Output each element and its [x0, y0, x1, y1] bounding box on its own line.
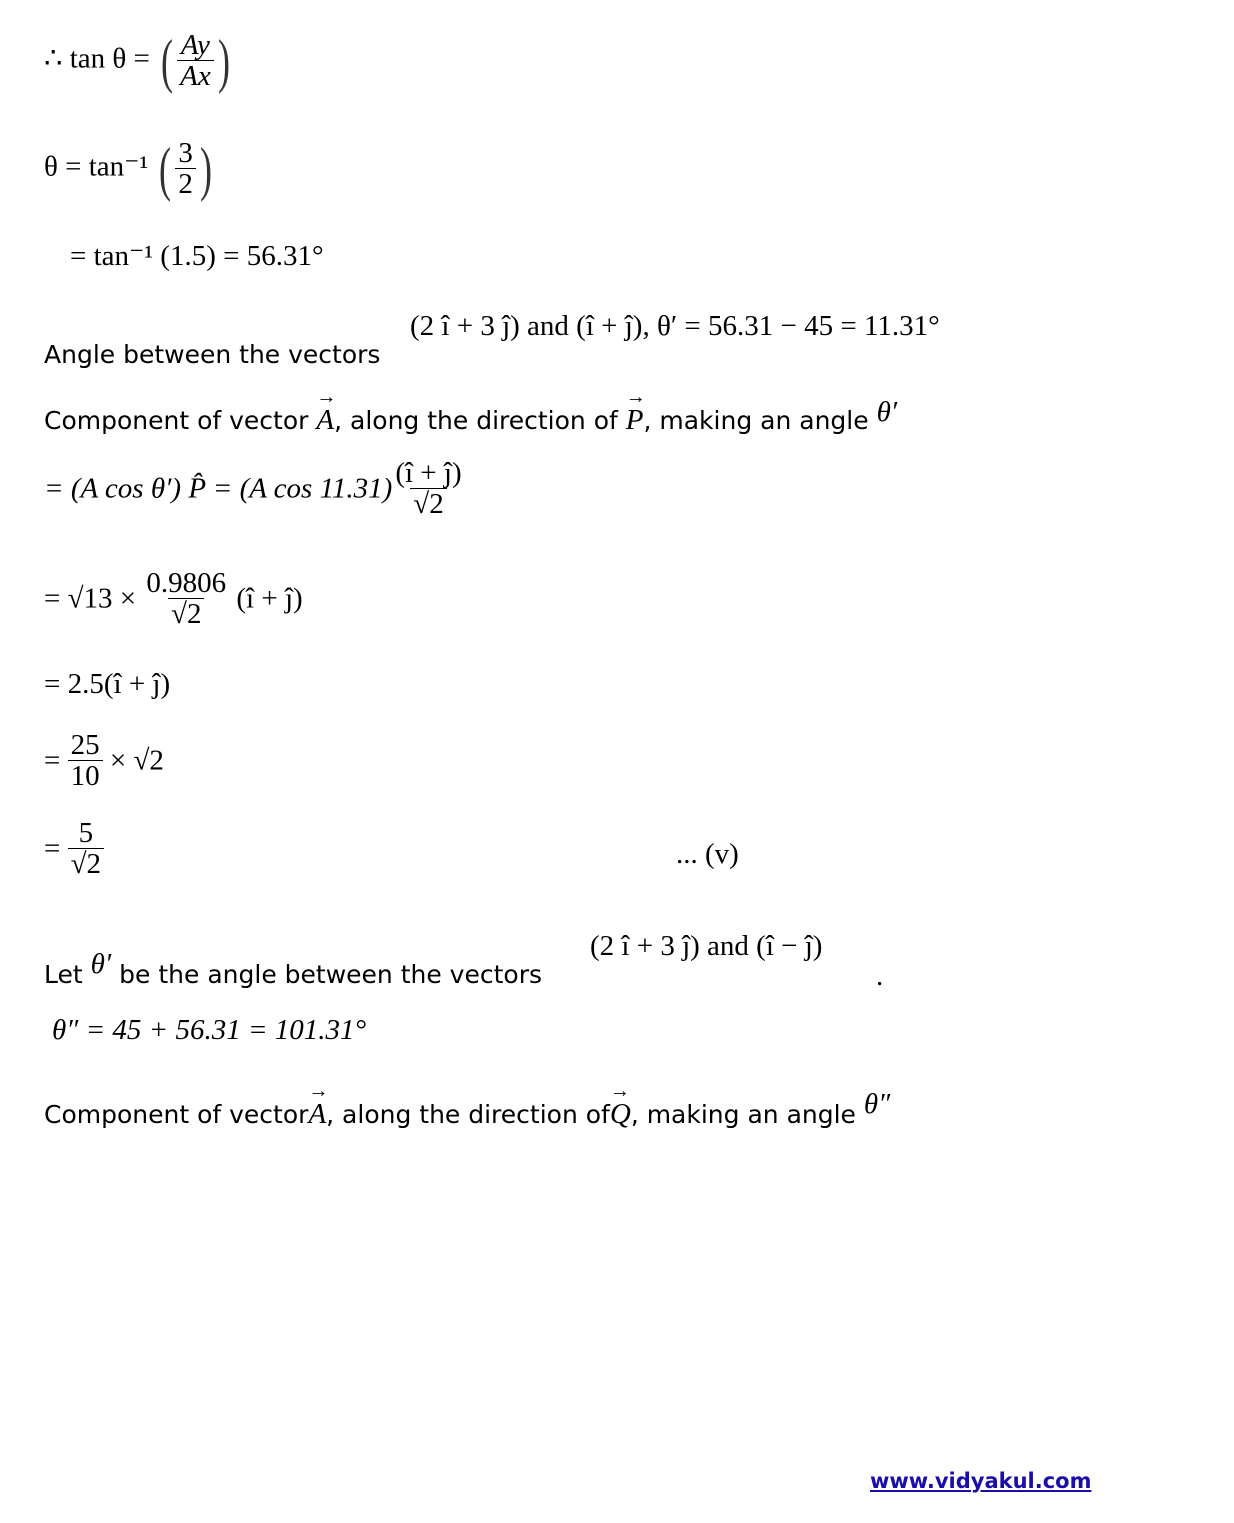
paren-left: (: [161, 27, 174, 94]
fraction-25-over-10: [68, 730, 103, 792]
eq-component-p: [44, 458, 465, 520]
fraction-numerator: 25: [70, 729, 100, 761]
eq-2-5: = 2.5(î + ĵ): [44, 668, 171, 700]
fraction-ay-ax: [177, 30, 214, 92]
fraction-denominator: √2: [410, 488, 446, 519]
sentence-part: , along the direction of: [334, 406, 618, 435]
eq-theta-double-prime: θ″ = 45 + 56.31 = 101.31°: [52, 1014, 367, 1046]
paren-left: (: [159, 135, 172, 202]
eq-root13: [44, 568, 303, 630]
eq-25-over-10: [44, 730, 164, 792]
vector-q: → Q: [610, 1098, 631, 1131]
fraction-numerator: 3: [178, 137, 193, 169]
equals-sign: =: [44, 832, 61, 865]
vector-a: → A: [308, 1098, 326, 1131]
sentence-part: , making an angle: [630, 1100, 856, 1129]
eq-tan-theta: [44, 27, 234, 94]
eq-theta-value: = tan⁻¹ (1.5) = 56.31°: [70, 240, 324, 272]
fraction-three-halves: [175, 138, 196, 200]
paren-right: ): [199, 135, 212, 202]
equation-tag-v: ... (v): [676, 838, 739, 870]
angle-between-math: (2 î + 3 ĵ) and (î + ĵ), θ′ = 56.31 − 45 = 11.31°: [410, 310, 940, 342]
fraction-0.9806-over-root2: [143, 568, 229, 630]
sentence-part: , along the direction of: [326, 1100, 610, 1129]
eq-root13-rhs: (î + ĵ): [236, 582, 303, 615]
theta-double-prime: θ″: [863, 1088, 891, 1120]
eq-theta-arctan-lhs: θ = tan⁻¹: [44, 150, 149, 183]
fraction-numerator: (î + ĵ): [395, 457, 462, 489]
eq-root13-lhs: = √13 ×: [44, 582, 137, 615]
vector-a: → A: [316, 404, 334, 437]
fraction-numerator: Ay: [180, 29, 210, 61]
component-along-q-sentence: [44, 1088, 891, 1131]
eq-theta-arctan: [44, 135, 216, 202]
fraction-numerator: 5: [78, 817, 94, 849]
theta-prime: θ′: [876, 396, 898, 428]
paren-right: ): [217, 27, 230, 94]
fraction-i-plus-j-over-root2: [392, 458, 464, 520]
sentence-part: be the angle between the vectors: [119, 960, 542, 989]
sentence-period: .: [876, 960, 884, 992]
vidyakul-website-link[interactable]: www.vidyakul.com: [870, 1469, 1092, 1493]
theta-prime: θ′: [90, 948, 112, 980]
fraction-denominator: √2: [168, 598, 204, 629]
eq-component-p-lhs: = (A cos θ′) P̂ = (A cos 11.31): [44, 472, 393, 505]
vector-p: → P: [626, 404, 644, 437]
fraction-denominator: 10: [68, 760, 103, 791]
fraction-numerator: 0.9806: [146, 567, 227, 599]
fraction-denominator: √2: [68, 848, 104, 879]
times-root2: × √2: [109, 744, 164, 777]
fraction-denominator: 2: [175, 168, 196, 199]
eq-tan-theta-lhs: ∴ tan θ =: [44, 42, 150, 75]
angle-between-label: Angle between the vectors: [44, 340, 381, 369]
let-theta-sentence: [44, 948, 542, 991]
component-along-p-sentence: [44, 396, 898, 437]
sentence-part: Component of vector: [44, 1100, 309, 1129]
vectors-2i3j-i-minus-j: (2 î + 3 ĵ) and (î − ĵ): [590, 930, 823, 962]
sentence-part: , making an angle: [643, 406, 869, 435]
sentence-part: Let: [44, 960, 83, 989]
eq-5-over-root2: [44, 818, 104, 880]
sentence-part: Component of vector: [44, 406, 309, 435]
fraction-5-over-root2: [68, 818, 104, 880]
equals-sign: =: [44, 744, 61, 777]
fraction-denominator: Ax: [177, 60, 214, 91]
